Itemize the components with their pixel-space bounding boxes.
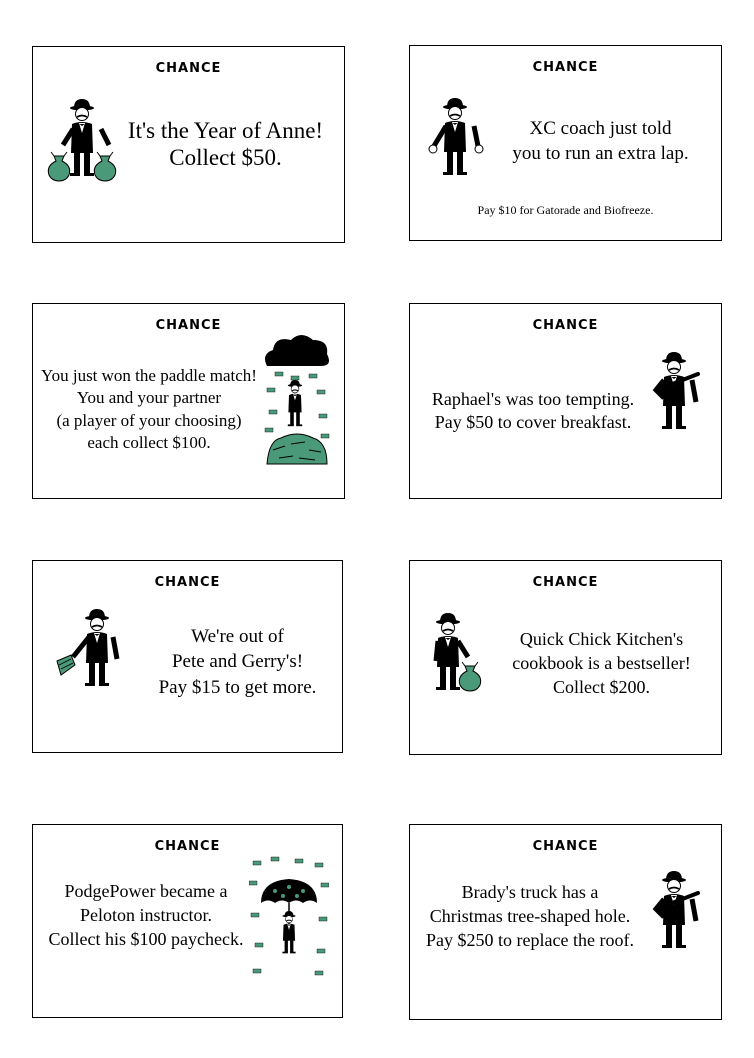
card-title: CHANCE [154,575,221,590]
card-title: CHANCE [532,60,599,75]
money-rain-cloud-icon [261,332,333,468]
card-message: We're out of Pete and Gerry's! Pay $15 to get more. [158,626,317,698]
man-holding-money-bag-icon [424,611,484,705]
card-message: Brady's truck has a Christmas tree-shaped hole. Pay $250 to replace the roof. [426,882,634,950]
card-title: CHANCE [155,318,222,333]
chance-card-3 [32,303,345,499]
chance-card-4 [409,303,722,499]
chance-card-2 [409,45,722,241]
card-title: CHANCE [532,318,599,333]
card-message: XC coach just told you to run an extra lap. [512,118,689,164]
card-message: Quick Chick Kitchen's cookbook is a bestseller! Collect $200. [512,629,691,697]
card-title: CHANCE [532,575,599,590]
card-title: CHANCE [154,839,221,854]
man-holding-cash-icon [53,607,125,705]
man-holding-money-bags-icon [47,97,117,189]
man-umbrella-money-rain-icon [249,855,329,981]
chance-card-8 [409,824,722,1020]
chance-card-1 [32,46,345,243]
card-message: Raphael's was too tempting. Pay $50 to cover breakfast. [431,389,635,433]
card-message: You just won the paddle match! You and your partner (a player of your choosing) each collect $100. [41,366,257,453]
card-message: It's the Year of Anne! Collect $50. [127,118,324,171]
card-title: CHANCE [155,61,222,76]
card-title: CHANCE [532,839,599,854]
card-note: Pay $10 for Gatorade and Biofreeze. [477,203,654,217]
man-empty-hands-icon [424,96,486,188]
chance-card-5 [32,560,343,753]
card-message: PodgePower became a Peloton instructor. Collect his $100 paycheck. [48,881,244,949]
chance-card-7 [32,824,343,1018]
chance-card-6 [409,560,722,755]
man-with-cane-icon [642,869,714,973]
